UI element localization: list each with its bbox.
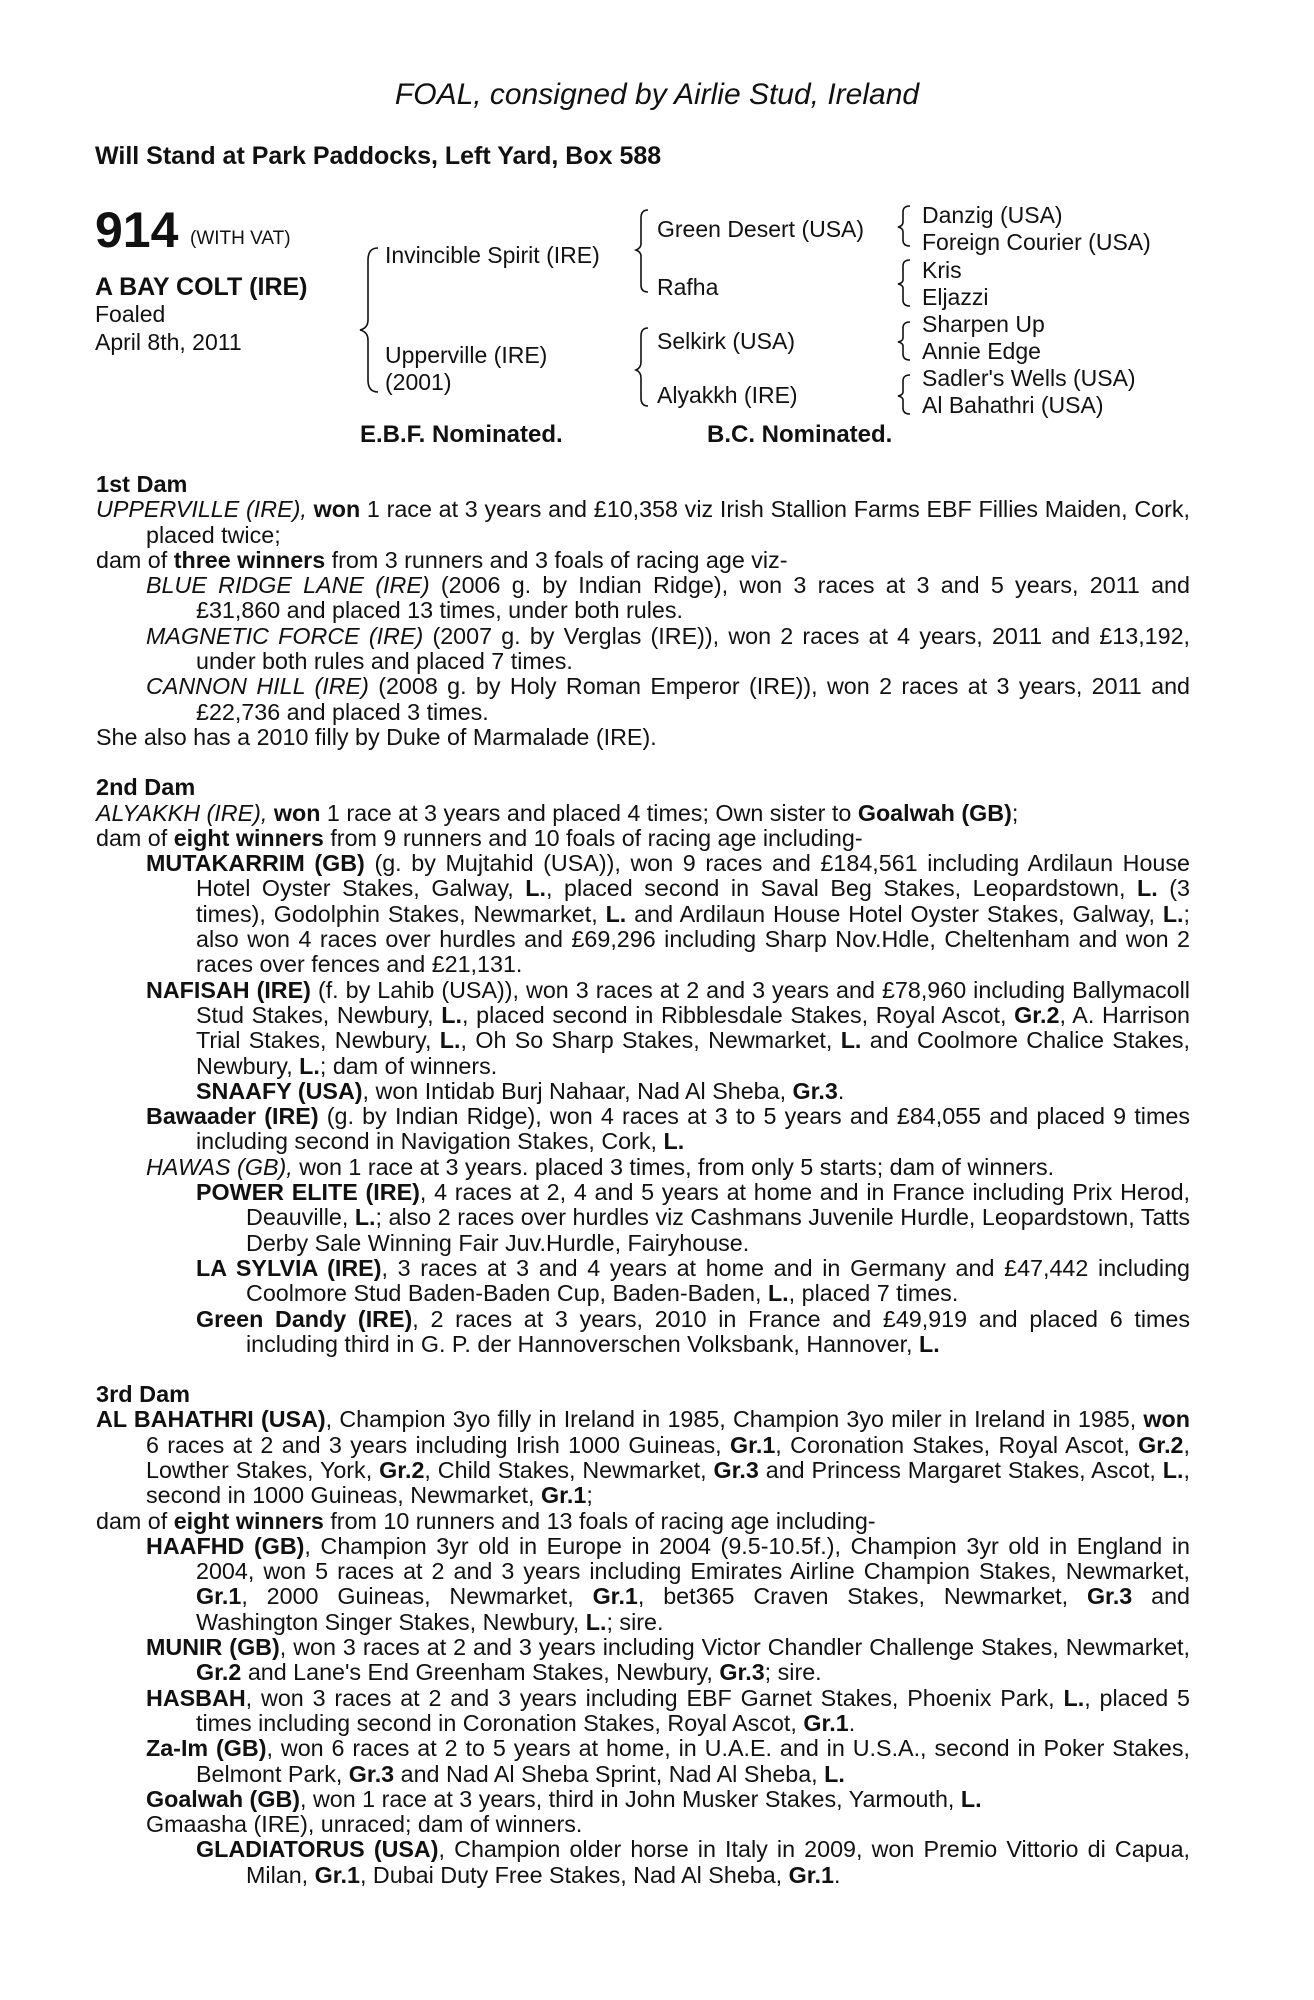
offspring-entry <box>96 1635 1190 1686</box>
gen3-name: Al Bahathri (USA) <box>922 392 1104 418</box>
vat-label: (WITH VAT) <box>190 228 291 249</box>
offspring-name: Bawaader (IRE) <box>146 1103 319 1130</box>
text: and Coolmore Chalice Stakes, Newbury, <box>196 1027 1190 1079</box>
text: (2008 g. by Holy Roman Emperor (IRE)), won 2 races at 3 years, 2011 and £22,736 and placed 3 times. <box>196 673 1190 725</box>
winners-count: eight winners <box>173 824 324 851</box>
text: . <box>837 1077 845 1104</box>
text: and Princess Margaret Stakes, Ascot, <box>758 1456 1163 1483</box>
grade: L. <box>1063 1684 1085 1711</box>
text: (3 times), Godolphin Stakes, Newmarket, <box>196 875 1190 927</box>
grade: L. <box>1162 1456 1184 1483</box>
text: , bet365 Craven Stakes, Newmarket, <box>637 1583 1087 1610</box>
grade: Gr.3 <box>348 1760 395 1787</box>
offspring-entry <box>96 624 1190 675</box>
grade: Gr.1 <box>788 1861 834 1888</box>
sire-dam-bracket <box>360 248 378 392</box>
text: , Champion 3yo filly in Ireland in 1985, Champion 3yo miler in Ireland in 1985, <box>325 1406 1144 1433</box>
grade: Gr.1 <box>729 1431 776 1458</box>
first-dam-heading: 1st Dam <box>96 471 188 497</box>
also-line: She also has a 2010 filly by Duke of Marmalade (IRE). <box>96 723 657 750</box>
dam-entry <box>96 1407 1190 1508</box>
text: 1 race at 3 years and placed 4 times; Own sister to <box>320 799 858 826</box>
grade: L. <box>439 1027 461 1054</box>
text: from 9 runners and 10 foals of racing age including- <box>323 824 863 851</box>
text: , 2000 Guineas, Newmarket, <box>241 1583 593 1610</box>
grade: Gr.2 <box>1138 1431 1184 1458</box>
dam-name: Upperville (IRE) <box>385 342 548 368</box>
gen3-name: Sharpen Up <box>922 311 1045 337</box>
sire-sire-name: Green Desert (USA) <box>657 216 865 242</box>
text: , 2 races at 3 years, 2010 in France and £49,919 and placed 6 times including third in G. P. der Hannoverschen Volksbank, Hannover, <box>246 1305 1191 1357</box>
offspring-entry <box>96 978 1190 1079</box>
text: , won 3 races at 2 and 3 years including EBF Garnet Stakes, Phoenix Park, <box>245 1684 1064 1711</box>
offspring-entry <box>96 1686 1190 1737</box>
grade: L. <box>441 1001 462 1028</box>
dam-sire-name: Selkirk (USA) <box>657 328 796 354</box>
text: , Coronation Stakes, Royal Ascot, <box>775 1431 1139 1458</box>
text: dam of <box>96 546 174 573</box>
text: (f. by Lahib (USA)), won 3 races at 2 and 3 years and £78,960 including Ballymacoll Stud Stakes, Newbury, <box>196 976 1190 1028</box>
text: . <box>833 1861 841 1888</box>
sire-dam-name: Rafha <box>657 274 719 300</box>
offspring-entry <box>96 1787 1190 1812</box>
dam-dam-name: Alyakkh (IRE) <box>657 382 798 408</box>
text: , won Intidab Burj Nahaar, Nad Al Sheba, <box>362 1077 793 1104</box>
grade: L. <box>525 875 547 902</box>
text: , won 3 races at 2 and 3 years including Victor Chandler Challenge Stakes, Newmarket, <box>279 1634 1190 1661</box>
dam-of-line <box>96 548 1190 573</box>
grade: Gr.1 <box>803 1709 849 1736</box>
offspring-entry <box>96 1104 1190 1155</box>
text: from 3 runners and 3 foals of racing age viz- <box>325 546 788 573</box>
bc-nominated: B.C. Nominated. <box>707 421 893 448</box>
grade: Gr.1 <box>314 1861 360 1888</box>
text: , Oh So Sharp Stakes, Newmarket, <box>460 1027 841 1054</box>
text: 6 races at 2 and 3 years including Irish 1000 Guineas, <box>146 1431 730 1458</box>
text: ; dam of winners. <box>319 1052 498 1079</box>
text: , Child Stakes, Newmarket, <box>424 1456 714 1483</box>
stand-location: Will Stand at Park Paddocks, Left Yard, Box 588 <box>95 142 662 170</box>
gs1-bracket <box>898 206 910 246</box>
offspring-name: POWER ELITE (IRE) <box>196 1179 420 1206</box>
offspring-name: Green Dandy (IRE) <box>196 1305 413 1332</box>
text: , Champion 3yr old in Europe in 2004 (9.5-10.5f.), Champion 3yr old in England in 2004, won 5 races at 2 and 3 years including Emirates Airline Champion Stakes, Newmarket, <box>196 1532 1190 1585</box>
horse-name: A BAY COLT (IRE) <box>95 273 308 301</box>
gen3-name: Eljazzi <box>922 284 989 310</box>
grade: Gr.2 <box>379 1456 425 1483</box>
grade: L. <box>824 1760 845 1787</box>
grade: L. <box>1137 875 1158 902</box>
grade: Gr.3 <box>792 1077 838 1104</box>
sire-bracket <box>636 210 648 292</box>
text: (2006 g. by Indian Ridge), won 3 races at 3 and 5 years, 2011 and £31,860 and placed 13 times, under both rules. <box>196 572 1190 624</box>
gs2-bracket <box>898 260 910 306</box>
text: , Champion older horse in Italy in 2009, won Premio Vittorio di Capua, Milan, <box>246 1836 1190 1888</box>
gs3-bracket <box>898 322 910 360</box>
offspring-entry <box>96 851 1190 977</box>
sire-name: Invincible Spirit (IRE) <box>385 242 600 268</box>
text: 1 race at 3 years and £10,358 viz Irish Stallion Farms EBF Fillies Maiden, Cork, placed twice; <box>146 496 1190 548</box>
offspring-entry <box>96 1837 1190 1888</box>
offspring-name: MUTAKARRIM (GB) <box>146 850 365 877</box>
dam-bracket <box>636 328 648 406</box>
dam-of-line <box>96 1509 1190 1534</box>
text: won 1 race at 3 years. placed 3 times, from only 5 starts; dam of winners. <box>292 1153 1055 1180</box>
dam-name: ALYAKKH (IRE), <box>96 799 268 826</box>
grade: L. <box>585 1608 607 1635</box>
grade: L. <box>919 1330 940 1357</box>
text: and Ardilaun House Hotel Oyster Stakes, Galway, <box>626 900 1163 927</box>
text: ; also 2 races over hurdles viz Cashmans Juvenile Hurdle, Leopardstown, Tatts Derby Sale Winning Fair Juv.Hurdle, Fairyhouse. <box>246 1204 1190 1256</box>
won-label: won <box>313 496 361 523</box>
grade: Gr.3 <box>719 1659 765 1686</box>
text: ; sire. <box>764 1659 822 1686</box>
offspring-name: GLADIATORUS (USA) <box>196 1836 439 1863</box>
text: and Nad Al Sheba Sprint, Nad Al Sheba, <box>394 1760 825 1787</box>
offspring-name: MUNIR (GB) <box>146 1634 280 1661</box>
offspring-entry <box>96 1736 1190 1787</box>
ebf-nominated: E.B.F. Nominated. <box>360 421 563 448</box>
offspring-entry <box>96 1256 1190 1307</box>
text: (g. by Indian Ridge), won 4 races at 3 to 5 years and £84,055 and placed 9 times including second in Navigation Stakes, Cork, <box>196 1103 1190 1155</box>
text: , Dubai Duty Free Stakes, Nad Al Sheba, <box>359 1861 789 1888</box>
offspring-entry <box>96 1307 1190 1358</box>
offspring-name: HASBAH <box>146 1684 246 1711</box>
offspring-entry <box>96 1079 1190 1104</box>
dam-year: (2001) <box>385 369 452 395</box>
text: and Lane's End Greenham Stakes, Newbury, <box>241 1659 720 1686</box>
offspring-name: Za-Im (GB) <box>146 1735 267 1762</box>
grade: L. <box>840 1027 862 1054</box>
second-dam-heading: 2nd Dam <box>96 774 196 801</box>
offspring-name: MAGNETIC FORCE (IRE) <box>146 622 424 649</box>
gen3-name: Kris <box>922 257 962 283</box>
text: dam of <box>96 1507 174 1534</box>
text: , 4 races at 2, 4 and 5 years at home and in France including Prix Herod, Deauville, <box>246 1179 1190 1231</box>
text: , second in 1000 Guineas, Newmarket, <box>146 1456 1190 1509</box>
gen3-name: Sadler's Wells (USA) <box>922 365 1136 391</box>
gen3-name: Danzig (USA) <box>922 202 1063 228</box>
text: ; sire. <box>606 1608 664 1635</box>
grade: Gr.3 <box>713 1456 759 1483</box>
text: , won 6 races at 2 to 5 years at home, in U.A.E. and in U.S.A., second in Poker Stakes, Belmont Park, <box>196 1735 1190 1787</box>
offspring-name: NAFISAH (IRE) <box>146 976 311 1003</box>
offspring-entry: Gmaasha (IRE), unraced; dam of winners. <box>146 1811 583 1838</box>
grade: L. <box>605 900 627 927</box>
grade: Gr.1 <box>540 1482 587 1509</box>
text: , A. Harrison Trial Stakes, Newbury, <box>196 1001 1190 1054</box>
text: , placed 7 times. <box>788 1280 959 1307</box>
dam-of-line <box>96 826 1190 851</box>
dam-name: AL BAHATHRI (USA) <box>96 1406 326 1433</box>
dam-name: UPPERVILLE (IRE), <box>96 496 307 523</box>
offspring-name: LA SYLVIA (IRE) <box>196 1254 382 1281</box>
text: and Washington Singer Stakes, Newbury, <box>196 1583 1190 1635</box>
offspring-entry <box>96 1534 1190 1635</box>
gs4-bracket <box>898 375 910 414</box>
grade: L. <box>960 1785 982 1812</box>
grade: L. <box>663 1128 685 1155</box>
text: , won 1 race at 3 years, third in John Musker Stakes, Yarmouth, <box>300 1785 961 1812</box>
sister-name: Goalwah (GB) <box>857 799 1012 826</box>
gen3-name: Foreign Courier (USA) <box>922 229 1151 255</box>
offspring-entry <box>96 674 1190 725</box>
winners-count: eight winners <box>173 1507 324 1534</box>
grade: L. <box>1162 900 1184 927</box>
offspring-name: SNAAFY (USA) <box>196 1077 363 1104</box>
text: ; also won 4 races over hurdles and £69,296 including Sharp Nov.Hdle, Cheltenham and won 2 races over fences and £21,131. <box>196 900 1191 978</box>
grade: Gr.2 <box>196 1659 242 1686</box>
grade: L. <box>767 1280 789 1307</box>
offspring-name: HAWAS (GB), <box>146 1153 293 1180</box>
text: (2007 g. by Verglas (IRE)), won 2 races at 4 years, 2011 and £13,192, under both rules and placed 7 times. <box>196 622 1191 675</box>
grade: Gr.1 <box>592 1583 638 1610</box>
grade: L. <box>299 1052 320 1079</box>
grade: Gr.1 <box>196 1583 242 1610</box>
won-label: won <box>273 799 321 826</box>
won-label: won <box>1143 1406 1191 1433</box>
offspring-entry <box>96 1180 1190 1256</box>
third-dam-heading: 3rd Dam <box>96 1381 191 1408</box>
text: ; <box>1011 799 1019 826</box>
gen3-name: Annie Edge <box>922 338 1041 364</box>
text: dam of <box>96 824 174 851</box>
offspring-name: HAAFHD (GB) <box>146 1532 305 1559</box>
offspring-name: CANNON HILL (IRE) <box>146 673 369 700</box>
text: (g. by Mujtahid (USA)), won 9 races and £184,561 including Ardilaun House Hotel Oyster Stakes, Galway, <box>196 850 1190 902</box>
grade: Gr.2 <box>1014 1001 1060 1028</box>
foaled-label: Foaled <box>95 301 166 327</box>
text: , placed second in Saval Beg Stakes, Leopardstown, <box>546 875 1138 902</box>
text: ; <box>586 1482 593 1509</box>
text: from 10 runners and 13 foals of racing age including- <box>323 1507 876 1534</box>
text: , placed 5 times including second in Coronation Stakes, Royal Ascot, <box>196 1684 1190 1736</box>
text: . <box>848 1709 856 1736</box>
grade: L. <box>354 1204 376 1231</box>
catalogue-text <box>96 472 1190 1888</box>
offspring-entry <box>96 1155 1190 1180</box>
dam-entry <box>96 801 1190 826</box>
offspring-name: Goalwah (GB) <box>146 1785 301 1812</box>
text: , placed second in Ribblesdale Stakes, Royal Ascot, <box>461 1001 1015 1028</box>
foaled-date: April 8th, 2011 <box>95 329 242 355</box>
text: , Lowther Stakes, York, <box>146 1431 1190 1483</box>
consignment-title: FOAL, consigned by Airlie Stud, Ireland <box>394 78 920 111</box>
offspring-name: BLUE RIDGE LANE (IRE) <box>146 572 430 599</box>
winners-count: three winners <box>173 546 326 573</box>
lot-number: 914 <box>95 202 179 258</box>
text: , 3 races at 3 and 4 years at home and in Germany and £47,442 including Coolmore Stud Baden-Baden Cup, Baden-Baden, <box>246 1254 1190 1307</box>
grade: Gr.3 <box>1086 1583 1133 1610</box>
offspring-entry <box>96 573 1190 624</box>
dam-entry <box>96 497 1190 548</box>
